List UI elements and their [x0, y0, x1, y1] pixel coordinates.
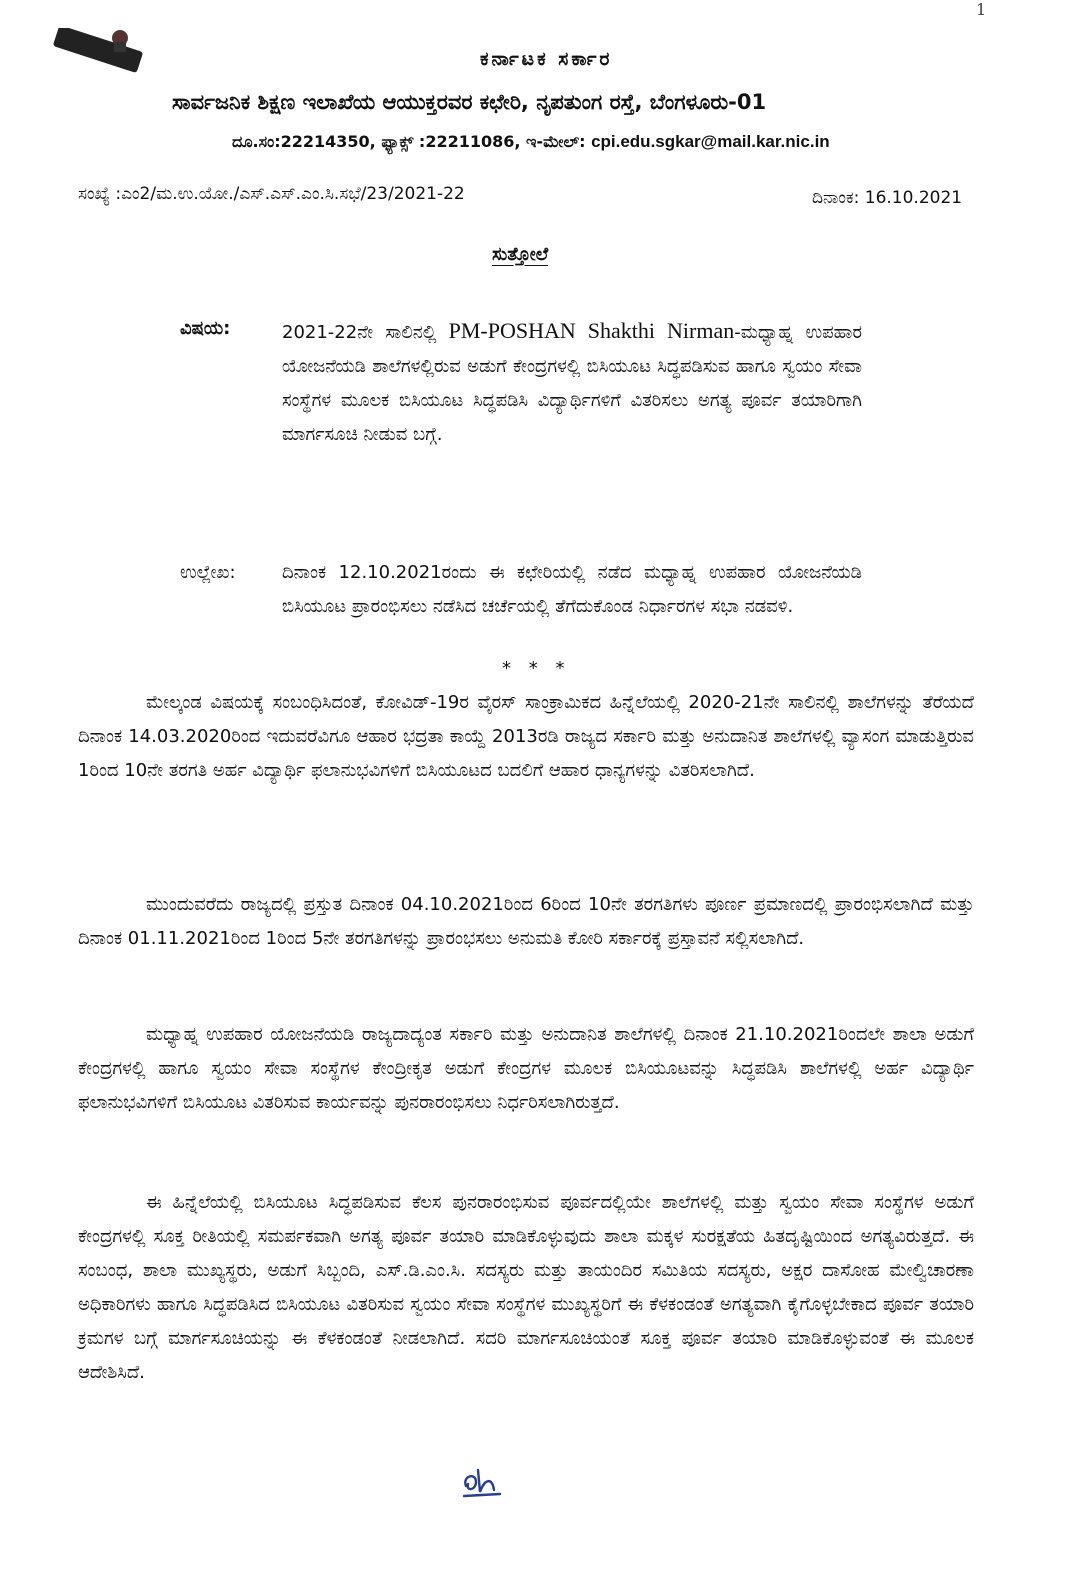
scheme-name: PM-POSHAN Shakthi Nirman: [448, 318, 735, 343]
reference-label: ಉಲ್ಲೇಖ:: [180, 562, 236, 583]
subject-body: -ಮಧ್ಯಾಹ್ನ ಉಪಹಾರ ಯೋಜನೆಯಡಿ ಶಾಲೆಗಳಲ್ಲಿರುವ ಅಡುಗೆ ಕೇಂದ್ರಗಳಲ್ಲಿ ಬಿಸಿಯೂಟ ಸಿದ್ಧಪಡಿಸುವ ಹಾಗೂ ಸ್ವಯಂ ಸೇವಾ ಸಂಸ್ಥೆಗಳ ಮೂಲಕ ಬಿಸಿಯೂಟ ಸಿದ್ಧಪಡಿಸಿ ವಿದ್ಯಾರ್ಥಿಗಳಿಗೆ ವಿತರಿಸಲು ಅಗತ್ಯ ಪೂರ್ವ ತಯಾರಿಗಾಗಿ ಮಾರ್ಗಸೂಚಿ ನೀಡುವ ಬಗ್ಗೆ.: [282, 322, 863, 445]
separator: * * *: [502, 658, 571, 679]
subject-prefix: 2021-22ನೇ ಸಾಲಿನಲ್ಲಿ: [282, 322, 449, 343]
subject-label: ವಿಷಯ:: [180, 318, 231, 339]
contact-line: [232, 132, 830, 152]
reference-number: ಸಂಖ್ಯೆ :ಎಂ2/ಮ.ಉ.ಯೋ./ಎಸ್.ಎಸ್.ಎಂ.ಸಿ.ಸಭೆ/23/2021-22: [78, 184, 465, 204]
signature-initials: [458, 1462, 508, 1502]
contact-details: ದೂ.ಸಂ:22214350, ಫ್ಯಾಕ್ಸ್ :22211086, ಇ-ಮೇಲ್:: [232, 132, 592, 151]
page-number: 1: [976, 0, 987, 19]
stamp-icon: [50, 28, 150, 88]
email-link[interactable]: cpi.edu.sgkar@mail.kar.nic.in: [591, 132, 830, 151]
paragraph-3: ಮಧ್ಯಾಹ್ನ ಉಪಹಾರ ಯೋಜನೆಯಡಿ ರಾಜ್ಯದಾದ್ಯಂತ ಸರ್ಕಾರಿ ಮತ್ತು ಅನುದಾನಿತ ಶಾಲೆಗಳಲ್ಲಿ ದಿನಾಂಕ 21.10.2021ರಿಂದಲೇ ಶಾಲಾ ಅಡುಗೆ ಕೇಂದ್ರಗಳಲ್ಲಿ ಹಾಗೂ ಸ್ವಯಂ ಸೇವಾ ಸಂಸ್ಥೆಗಳ ಕೇಂದ್ರೀಕೃತ ಅಡುಗೆ ಕೇಂದ್ರಗಳ ಮೂಲಕ ಬಿಸಿಯೂಟವನ್ನು ಸಿದ್ಧಪಡಿಸಿ ಶಾಲೆಗಳಲ್ಲಿ ಅರ್ಹ ವಿದ್ಯಾರ್ಥಿ ಫಲಾನುಭವಿಗಳಿಗೆ ಬಿಸಿಯೂಟ ವಿತರಿಸುವ ಕಾರ್ಯವನ್ನು ಪುನರಾರಂಭಿಸಲು ನಿರ್ಧರಿಸಲಾಗಿರುತ್ತದೆ.: [78, 1024, 974, 1113]
subject-text: [282, 314, 862, 452]
reference-date: ದಿನಾಂಕ: 16.10.2021: [812, 188, 963, 208]
government-name: ಕರ್ನಾಟಕ ಸರ್ಕಾರ: [480, 48, 613, 70]
paragraph-2: ಮುಂದುವರೆದು ರಾಜ್ಯದಲ್ಲಿ ಪ್ರಸ್ತುತ ದಿನಾಂಕ 04.10.2021ರಿಂದ 6ರಿಂದ 10ನೇ ತರಗತಿಗಳು ಪೂರ್ಣ ಪ್ರಮಾಣದಲ್ಲಿ ಪ್ರಾರಂಭಿಸಲಾಗಿದೆ ಮತ್ತು ದಿನಾಂಕ 01.11.2021ರಿಂದ 1ರಿಂದ 5ನೇ ತರಗತಿಗಳನ್ನು ಪ್ರಾರಂಭಸಲು ಅನುಮತಿ ಕೋರಿ ಸರ್ಕಾರಕ್ಕೆ ಪ್ರಸ್ತಾವನೆ ಸಲ್ಲಿಸಲಾಗಿದೆ.: [78, 894, 974, 949]
paragraph-4: ಈ ಹಿನ್ನೆಲೆಯಲ್ಲಿ ಬಿಸಿಯೂಟ ಸಿದ್ಧಪಡಿಸುವ ಕೆಲಸ ಪುನರಾರಂಭಿಸುವ ಪೂರ್ವದಲ್ಲಿಯೇ ಶಾಲೆಗಳಲ್ಲಿ ಮತ್ತು ಸ್ವಯಂ ಸೇವಾ ಸಂಸ್ಥೆಗಳ ಅಡುಗೆ ಕೇಂದ್ರಗಳಲ್ಲಿ ಸೂಕ್ತ ರೀತಿಯಲ್ಲಿ ಸಮರ್ಪಕವಾಗಿ ಅಗತ್ಯ ಪೂರ್ವ ತಯಾರಿ ಮಾಡಿಕೊಳ್ಳುವುದು ಶಾಲಾ ಮಕ್ಕಳ ಸುರಕ್ಷತೆಯ ಹಿತದೃಷ್ಟಿಯಿಂದ ಅಗತ್ಯವಿರುತ್ತದೆ. ಈ ಸಂಬಂಧ, ಶಾಲಾ ಮುಖ್ಯಸ್ಥರು, ಅಡುಗೆ ಸಿಬ್ಬಂದಿ, ಎಸ್.ಡಿ.ಎಂ.ಸಿ. ಸದಸ್ಯರು ಮತ್ತು ತಾಯಂದಿರ ಸಮಿತಿಯ ಸದಸ್ಯರು, ಅಕ್ಷರ ದಾಸೋಹ ಮೇಲ್ವಿಚಾರಣಾ ಅಧಿಕಾರಿಗಳು ಹಾಗೂ ಸಿದ್ಧಪಡಿಸಿದ ಬಿಸಿಯೂಟ ವಿತರಿಸುವ ಸ್ವಯಂ ಸೇವಾ ಸಂಸ್ಥೆಗಳ ಮುಖ್ಯಸ್ಥರಿಗೆ ಈ ಕೆಳಕಂಡಂತೆ ಅಗತ್ಯವಾಗಿ ಕೈಗೊಳ್ಳಬೇಕಾದ ಪೂರ್ವ ತಯಾರಿ ಕ್ರಮಗಳ ಬಗ್ಗೆ ಮಾರ್ಗಸೂಚಿಯನ್ನು ಈ ಕೆಳಕಂಡಂತೆ ನೀಡಲಾಗಿದೆ. ಸದರಿ ಮಾರ್ಗಸೂಚಿಯಂತೆ ಸೂಕ್ತ ಪೂರ್ವ ತಯಾರಿ ಮಾಡಿಕೊಳ್ಳುವಂತೆ ಈ ಮೂಲಕ ಆದೇಶಿಸಿದೆ.: [78, 1192, 974, 1383]
paragraph-1: ಮೇಲ್ಕಂಡ ವಿಷಯಕ್ಕೆ ಸಂಬಂಧಿಸಿದಂತೆ, ಕೋವಿಡ್-19ರ ವೈರಸ್ ಸಾಂಕ್ರಾಮಿಕದ ಹಿನ್ನೆಲೆಯಲ್ಲಿ 2020-21ನೇ ಸಾಲಿನಲ್ಲಿ ಶಾಲೆಗಳನ್ನು ತೆರೆಯದೆ ದಿನಾಂಕ 14.03.2020ರಿಂದ ಇದುವರೆವಿಗೂ ಆಹಾರ ಭದ್ರತಾ ಕಾಯ್ದೆ 2013ರಡಿ ರಾಜ್ಯದ ಸರ್ಕಾರಿ ಮತ್ತು ಅನುದಾನಿತ ಶಾಲೆಗಳಲ್ಲಿ ವ್ಯಾಸಂಗ ಮಾಡುತ್ತಿರುವ 1ರಿಂದ 10ನೇ ತರಗತಿ ಅರ್ಹ ವಿದ್ಯಾರ್ಥಿ ಫಲಾನುಭವಿಗಳಿಗೆ ಬಿಸಿಯೂಟದ ಬದಲಿಗೆ ಆಹಾರ ಧಾನ್ಯಗಳನ್ನು ವಿತರಿಸಲಾಗಿದೆ.: [78, 692, 974, 781]
office-name: ಸಾರ್ವಜನಿಕ ಶಿಕ್ಷಣ ಇಲಾಖೆಯ ಆಯುಕ್ತರವರ ಕಛೇರಿ, ನೃಪತುಂಗ ರಸ್ತೆ, ಬೆಂಗಳೂರು-01: [172, 90, 767, 114]
circular-title: ಸುತ್ತೋಲೆ: [492, 244, 549, 265]
reference-text: ದಿನಾಂಕ 12.10.2021ರಂದು ಈ ಕಛೇರಿಯಲ್ಲಿ ನಡೆದ ಮಧ್ಯಾಹ್ನ ಉಪಹಾರ ಯೋಜನೆಯಡಿ ಬಿಸಿಯೂಟ ಪ್ರಾರಂಭಿಸಲು ನಡೆಸಿದ ಚರ್ಚೆಯಲ್ಲಿ ತೆಗೆದುಕೊಂಡ ನಿರ್ಧಾರಗಳ ಸಭಾ ನಡವಳಿ.: [282, 562, 862, 617]
